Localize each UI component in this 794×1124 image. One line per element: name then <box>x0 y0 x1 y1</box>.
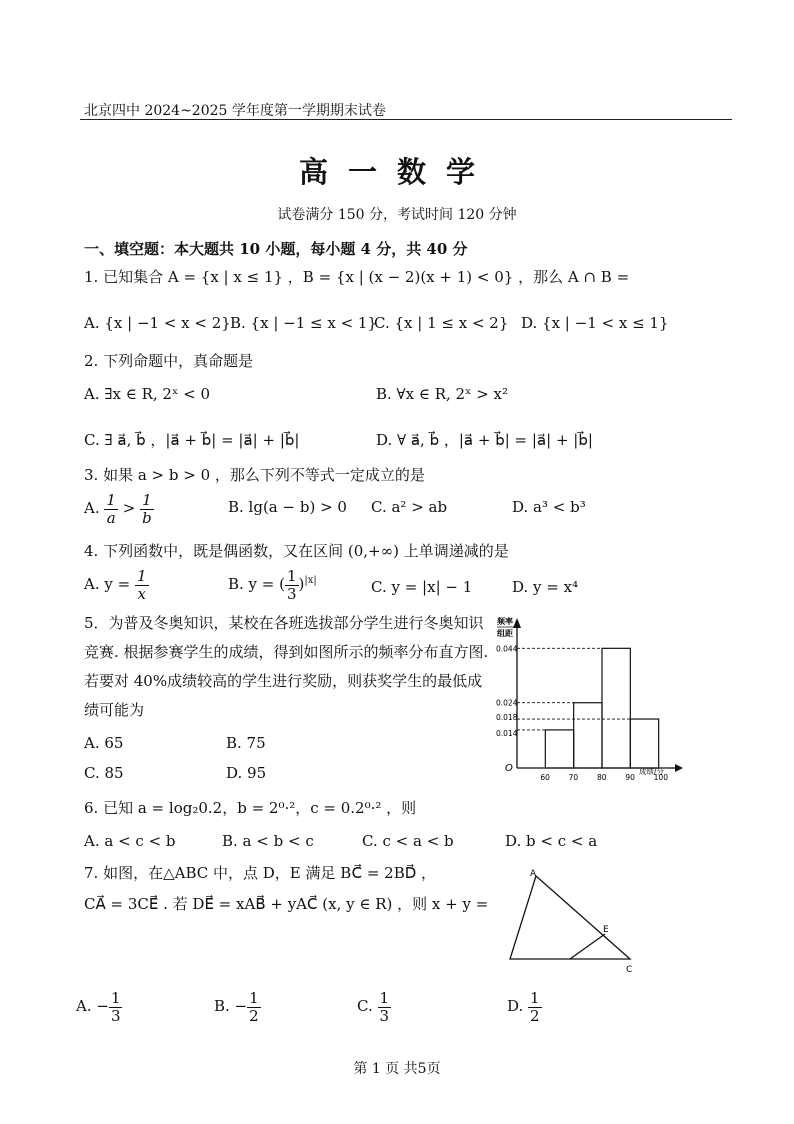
option-d-label: D. <box>507 997 524 1015</box>
question-7-option-c <box>357 990 391 1024</box>
denominator: 2 <box>530 1006 540 1025</box>
option-b-label: B. y = ( <box>228 575 285 593</box>
option-a-label: A. <box>84 499 100 517</box>
segment-de <box>570 934 605 959</box>
x-tick-label: 100 <box>653 773 668 782</box>
question-2-stem: 2. 下列命题中，真命题是 <box>84 352 254 370</box>
question-3-option-a <box>84 492 154 526</box>
option-c-label: C. <box>357 997 373 1015</box>
denominator: x <box>137 584 146 603</box>
fraction <box>104 492 118 526</box>
fraction <box>109 990 123 1024</box>
question-4-option-a <box>84 568 149 602</box>
histogram-bar <box>545 730 573 768</box>
numerator: 1 <box>106 491 116 509</box>
question-6-stem: 6. 已知 a = log₂0.2，b = 2⁰·²，c = 0.2⁰·² ，则 <box>84 799 417 817</box>
x-axis-label: 成绩/分 <box>639 767 665 776</box>
question-7-option-b <box>214 990 261 1024</box>
option-a-label: A. − <box>76 997 109 1015</box>
question-3-option-d: D. a³ < b³ <box>512 498 586 516</box>
page-title: 高一数学 <box>298 155 495 189</box>
exam-header: 北京四中 2024~2025 学年度第一学期期末试卷 <box>84 103 386 119</box>
option-a-label: A. y = <box>84 575 131 593</box>
question-4-option-d: D. y = x⁴ <box>512 578 579 596</box>
y-axis-arrow <box>513 618 521 628</box>
origin-label: O <box>505 763 513 774</box>
denominator: b <box>142 508 152 527</box>
exponent: |x| <box>304 575 317 586</box>
question-2-option-b: B. ∀x ∈ R, 2ˣ > x² <box>376 385 509 403</box>
question-3-option-c: C. a² > ab <box>371 498 448 516</box>
y-tick-label: 0.018 <box>496 713 518 723</box>
fraction <box>528 990 542 1024</box>
question-2-option-d: D. ∀ a⃗, b⃗ ，|a⃗ + b⃗| = |a⃗| + |b⃗| <box>376 431 593 449</box>
numerator: 1 <box>110 989 121 1007</box>
question-3-stem: 3. 如果 a > b > 0 ，那么下列不等式一定成立的是 <box>84 466 425 484</box>
y-tick-label: 0.044 <box>496 644 518 654</box>
denominator: 3 <box>110 1006 121 1025</box>
x-tick-label: 60 <box>540 773 550 782</box>
numerator: 1 <box>140 492 154 510</box>
histogram-bar <box>630 719 658 768</box>
y-tick-label: 0.014 <box>496 728 518 738</box>
denominator: a <box>106 508 116 527</box>
fraction <box>247 990 261 1024</box>
inequality-sign: > <box>122 499 136 517</box>
question-3-option-b: B. lg(a − b) > 0 <box>228 498 347 516</box>
question-7-option-a <box>76 990 122 1024</box>
vertex-a-label: A <box>530 869 537 879</box>
question-7-line-1: 7. 如图，在△ABC 中，点 D，E 满足 BC⃗ = 2BD⃗ ， <box>84 864 437 882</box>
question-2-option-a: A. ∃x ∈ R, 2ˣ < 0 <box>84 385 210 403</box>
paren-close: ) <box>298 575 305 593</box>
fraction <box>140 492 154 526</box>
x-tick-label: 90 <box>625 773 635 782</box>
question-5-option-a: A. 65 <box>84 734 124 752</box>
x-axis-arrow <box>675 764 683 772</box>
question-5-option-d: D. 95 <box>226 764 267 782</box>
exam-subtitle: 试卷满分 150 分，考试时间 120 分钟 <box>277 207 517 223</box>
question-6-option-b: B. a < b < c <box>222 832 314 850</box>
numerator: 1 <box>249 989 259 1007</box>
fraction <box>378 990 392 1024</box>
y-tick-label: 0.024 <box>496 698 518 708</box>
question-1-option-d: D. {x | −1 < x ≤ 1} <box>521 314 669 332</box>
denominator: 2 <box>249 1006 259 1025</box>
option-b-label: B. − <box>214 997 248 1015</box>
numerator: 1 <box>136 567 147 585</box>
point-e-label: E <box>603 925 609 935</box>
histogram-bar <box>602 648 630 768</box>
triangle-figure <box>500 866 650 978</box>
question-5-option-c: C. 85 <box>84 764 124 782</box>
vertex-c-label: C <box>626 965 633 975</box>
question-2-option-c: C. ∃ a⃗, b⃗ ，|a⃗ + b⃗| = |a⃗| + |b⃗| <box>84 431 300 449</box>
fraction <box>285 568 299 602</box>
denominator: 3 <box>287 584 297 603</box>
question-5-line-3: 若要对 40%成绩较高的学生进行奖励，则获奖学生的最低成 <box>84 672 483 690</box>
question-6-option-c: C. c < a < b <box>362 832 454 850</box>
x-tick-label: 80 <box>597 773 607 782</box>
histogram-bar <box>574 703 602 768</box>
frequency-histogram <box>495 612 695 782</box>
numerator: 1 <box>530 989 540 1007</box>
triangle-abc <box>510 876 630 959</box>
question-1-option-b: B. {x | −1 ≤ x < 1} <box>230 314 378 332</box>
question-6-option-a: A. a < c < b <box>84 832 176 850</box>
question-1-option-a: A. {x | −1 < x < 2} <box>84 314 231 332</box>
fraction <box>135 568 149 602</box>
denominator: 3 <box>379 1006 390 1025</box>
header-rule <box>80 119 732 120</box>
question-1-option-c: C. {x | 1 ≤ x < 2} <box>374 314 509 332</box>
question-4-stem: 4. 下列函数中，既是偶函数，又在区间 (0,+∞) 上单调递减的是 <box>84 542 509 560</box>
numerator: 1 <box>379 989 390 1007</box>
question-7-option-d <box>507 990 542 1024</box>
question-1-stem: 1. 已知集合 A = {x | x ≤ 1} ，B = {x | (x − 2)(x + 1) < 0} ，那么 A ∩ B = <box>84 268 630 286</box>
question-5-line-1: 5．为普及冬奥知识，某校在各班选拔部分学生进行冬奥知识 <box>84 614 484 632</box>
y-axis-label-top: 频率 <box>497 617 513 626</box>
question-7-line-2: CA⃗ = 3CE⃗ . 若 DE⃗ = xAB⃗ + yAC⃗ (x, y ∈ R) ，则 x + y = <box>84 895 489 913</box>
section-heading: 一、填空题：本大题共 10 小题，每小题 4 分，共 40 分 <box>84 240 468 258</box>
question-4-option-b <box>228 568 317 602</box>
question-4-option-c: C. y = |x| − 1 <box>371 578 473 596</box>
question-5-line-4: 绩可能为 <box>84 701 145 719</box>
question-5-line-2: 竞赛. 根据参赛学生的成绩，得到如图所示的频率分布直方图. <box>84 643 489 661</box>
numerator: 1 <box>287 567 297 585</box>
page-footer: 第 1 页 共5页 <box>353 1061 441 1077</box>
question-6-option-d: D. b < c < a <box>505 832 598 850</box>
question-5-option-b: B. 75 <box>226 734 266 752</box>
x-tick-label: 70 <box>568 773 579 782</box>
y-axis-label-bottom: 组距 <box>497 629 513 638</box>
